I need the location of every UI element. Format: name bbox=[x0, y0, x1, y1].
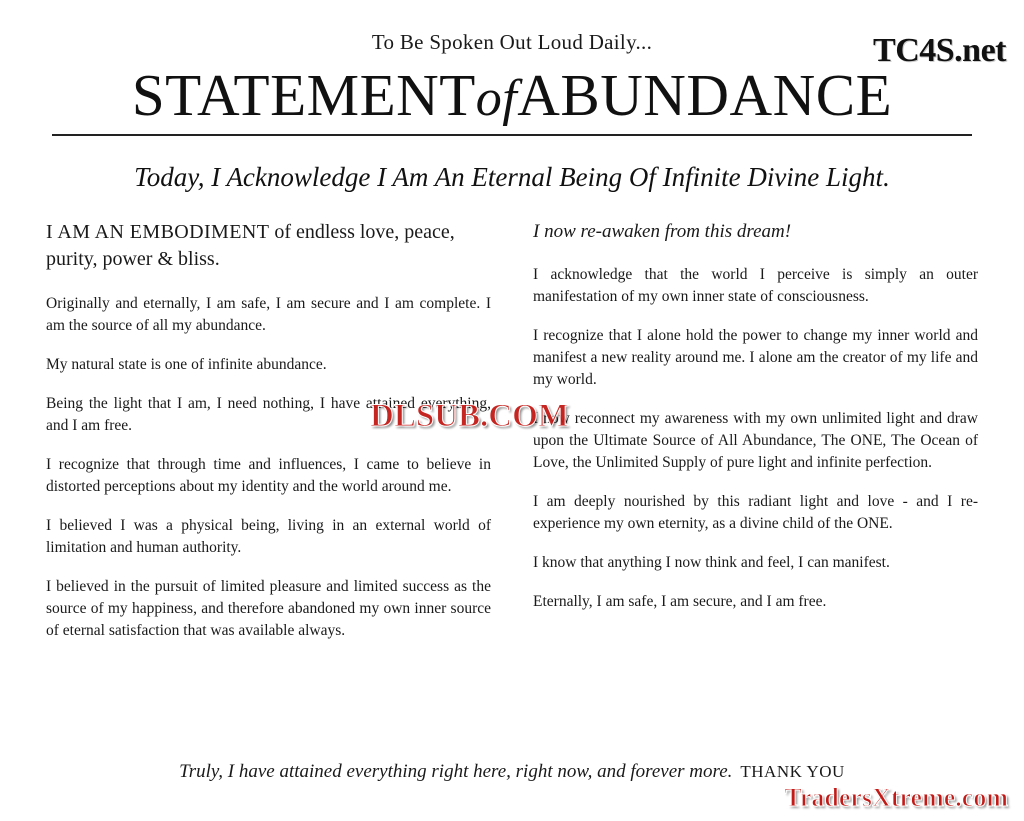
paragraph: I believed I was a physical being, living in an external world of limitation and human authority. bbox=[46, 517, 491, 556]
paragraph: I recognize that I alone hold the power to change my inner world and manifest a new reality around me. I alone am the creator of my life and my world. bbox=[533, 326, 978, 388]
lead-smallcaps: I AM AN EMBODIMENT bbox=[46, 221, 270, 243]
footer bbox=[0, 761, 1024, 783]
paragraph: Eternally, I am safe, I am secure, and I am free. bbox=[533, 592, 827, 610]
watermark-dlsub: DLSUB.COM bbox=[370, 398, 569, 434]
paragraph: Originally and eternally, I am safe, I am secure and I am complete. I am the source of all my abundance. bbox=[46, 295, 491, 334]
watermark-tradersxtreme: TradersXtreme.com bbox=[784, 783, 1008, 812]
paragraph: I recognize that through time and influences, I came to believe in distorted perceptions about my identity and the world around me. bbox=[46, 456, 491, 495]
paragraph: I acknowledge that the world I perceive is simply an outer manifestation of my own inner state of consciousness. bbox=[533, 265, 978, 305]
body-columns bbox=[0, 219, 1024, 659]
kicker-text: To Be Spoken Out Loud Daily... bbox=[371, 30, 653, 54]
document-page bbox=[0, 30, 1024, 821]
paragraph: Being the light that I am, I need nothing, I have attained everything, and I am free. bbox=[46, 395, 491, 434]
title-divider bbox=[52, 134, 972, 136]
paragraph: I am deeply nourished by this radiant light and love - and I re-experience my own eternity, as a divine child of the ONE. bbox=[533, 492, 978, 532]
title-part-2: ABUNDANCE bbox=[517, 62, 893, 128]
paragraph: I know that anything I now think and feel, I can manifest. bbox=[533, 553, 890, 571]
footer-closing-text: Truly, I have attained everything right here, right now, and forever more. bbox=[179, 761, 733, 782]
paragraph: My natural state is one of infinite abundance. bbox=[46, 356, 327, 373]
right-column bbox=[533, 219, 978, 659]
subtitle-text: Today, I Acknowledge I Am An Eternal Being Of Infinite Divine Light. bbox=[134, 162, 890, 192]
brand-logo-tc4s: TC4S.net bbox=[873, 32, 1006, 69]
title-of: of bbox=[475, 70, 518, 127]
title-part-1: STATEMENT bbox=[131, 62, 476, 128]
paragraph: I believed in the pursuit of limited pleasure and limited success as the source of my happiness, and therefore abandoned my own inner source of eternal satisfaction that was available always. bbox=[46, 578, 491, 639]
left-column bbox=[46, 219, 491, 659]
paragraph: I now reconnect my awareness with my own unlimited light and draw upon the Ultimate Source of All Abundance, The ONE, The Ocean of Love, the Unlimited Supply of pure light and infinite perfection. bbox=[533, 409, 978, 471]
footer-thank-you: THANK YOU bbox=[740, 762, 845, 781]
lead-paragraph bbox=[46, 219, 491, 273]
page-title bbox=[0, 61, 1024, 136]
lead-rest: of endless love, peace, purity, power & bliss. bbox=[46, 221, 455, 270]
right-column-heading: I now re-awaken from this dream! bbox=[533, 221, 792, 242]
